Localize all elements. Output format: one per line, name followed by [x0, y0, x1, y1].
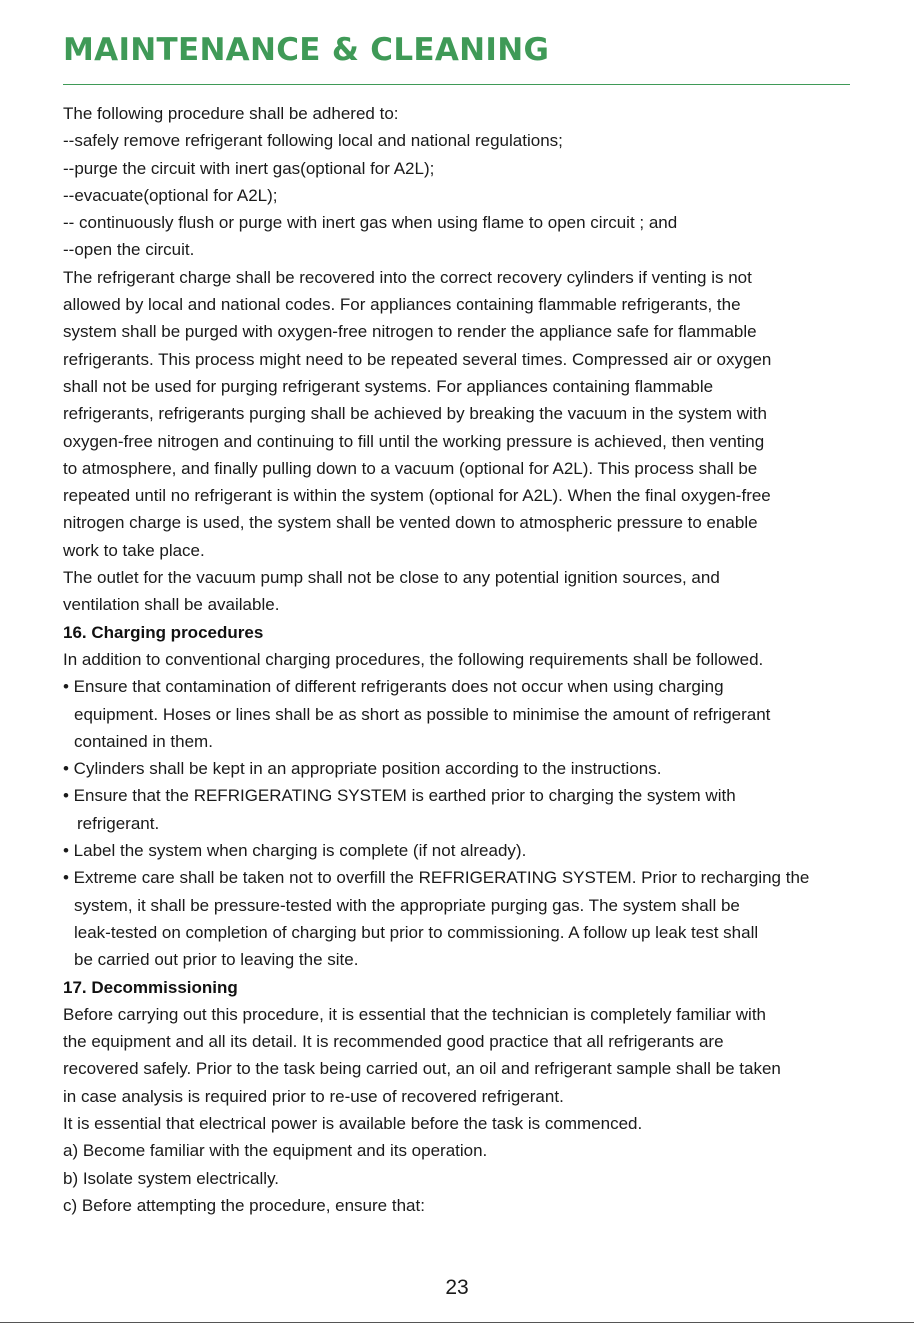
list-item: c) Before attempting the procedure, ensure that: [63, 1195, 425, 1215]
page-bottom-border [0, 1322, 914, 1323]
paragraph-line: It is essential that electrical power is available before the task is commenced. [63, 1113, 643, 1133]
bullet-continuation: contained in them. [74, 731, 213, 751]
list-item: a) Become familiar with the equipment and its operation. [63, 1141, 488, 1161]
paragraph-line: in case analysis is required prior to re-use of recovered refrigerant. [63, 1086, 564, 1106]
paragraph-line: refrigerants. This process might need to be repeated several times. Compressed air or oxygen [63, 349, 772, 369]
paragraph-line: to atmosphere, and finally pulling down to a vacuum (optional for A2L). This process shall be [63, 458, 758, 478]
title-divider [63, 84, 850, 85]
paragraph-line: ventilation shall be available. [63, 595, 280, 615]
paragraph-line: refrigerants, refrigerants purging shall be achieved by breaking the vacuum in the system with [63, 404, 767, 424]
page-number: 23 [445, 1276, 469, 1299]
procedure-step: --purge the circuit with inert gas(optional for A2L); [63, 158, 435, 178]
procedure-step: --open the circuit. [63, 240, 195, 260]
procedure-step: -- continuously flush or purge with inert gas when using flame to open circuit ; and [63, 213, 678, 233]
body-text [63, 100, 853, 1219]
paragraph-line: In addition to conventional charging procedures, the following requirements shall be followed. [63, 649, 764, 669]
procedure-step: --evacuate(optional for A2L); [63, 185, 278, 205]
bullet-item: • Cylinders shall be kept in an appropriate position according to the instructions. [63, 759, 662, 779]
paragraph-line: recovered safely. Prior to the task being carried out, an oil and refrigerant sample shall be taken [63, 1059, 781, 1079]
paragraph-line: shall not be used for purging refrigerant systems. For appliances containing flammable [63, 376, 714, 396]
page-title: MAINTENANCE & CLEANING [63, 32, 550, 68]
intro-line: The following procedure shall be adhered to: [63, 104, 399, 123]
bullet-item: • Label the system when charging is complete (if not already). [63, 841, 527, 861]
paragraph-line: The outlet for the vacuum pump shall not be close to any potential ignition sources, and [63, 568, 720, 588]
bullet-continuation: equipment. Hoses or lines shall be as short as possible to minimise the amount of refrigerant [74, 704, 771, 724]
paragraph-line: The refrigerant charge shall be recovered into the correct recovery cylinders if venting is not [63, 267, 752, 287]
bullet-item: • Extreme care shall be taken not to overfill the REFRIGERATING SYSTEM. Prior to recharging the [63, 868, 810, 888]
paragraph-line: allowed by local and national codes. For appliances containing flammable refrigerants, the [63, 295, 741, 315]
paragraph-line: work to take place. [63, 540, 205, 560]
paragraph-line: system shall be purged with oxygen-free nitrogen to render the appliance safe for flammable [63, 322, 757, 342]
bullet-item: • Ensure that contamination of different refrigerants does not occur when using charging [63, 677, 724, 697]
paragraph-line: Before carrying out this procedure, it is essential that the technician is completely familiar with [63, 1004, 766, 1024]
procedure-step: --safely remove refrigerant following local and national regulations; [63, 131, 563, 151]
paragraph-line: the equipment and all its detail. It is recommended good practice that all refrigerants are [63, 1032, 724, 1052]
bullet-continuation: system, it shall be pressure-tested with the appropriate purging gas. The system shall be [74, 895, 740, 915]
paragraph-line: oxygen-free nitrogen and continuing to fill until the working pressure is achieved, then venting [63, 431, 765, 451]
bullet-continuation: refrigerant. [77, 813, 160, 833]
list-item: b) Isolate system electrically. [63, 1168, 280, 1188]
paragraph-line: nitrogen charge is used, the system shall be vented down to atmospheric pressure to enable [63, 513, 758, 533]
section-heading-charging: 16. Charging procedures [63, 622, 264, 642]
bullet-continuation: be carried out prior to leaving the site. [74, 950, 359, 970]
bullet-item: • Ensure that the REFRIGERATING SYSTEM is earthed prior to charging the system with [63, 786, 736, 806]
bullet-continuation: leak-tested on completion of charging but prior to commissioning. A follow up leak test shall [74, 922, 759, 942]
paragraph-line: repeated until no refrigerant is within the system (optional for A2L). When the final oxygen-free [63, 486, 771, 506]
section-heading-decommissioning: 17. Decommissioning [63, 977, 238, 997]
